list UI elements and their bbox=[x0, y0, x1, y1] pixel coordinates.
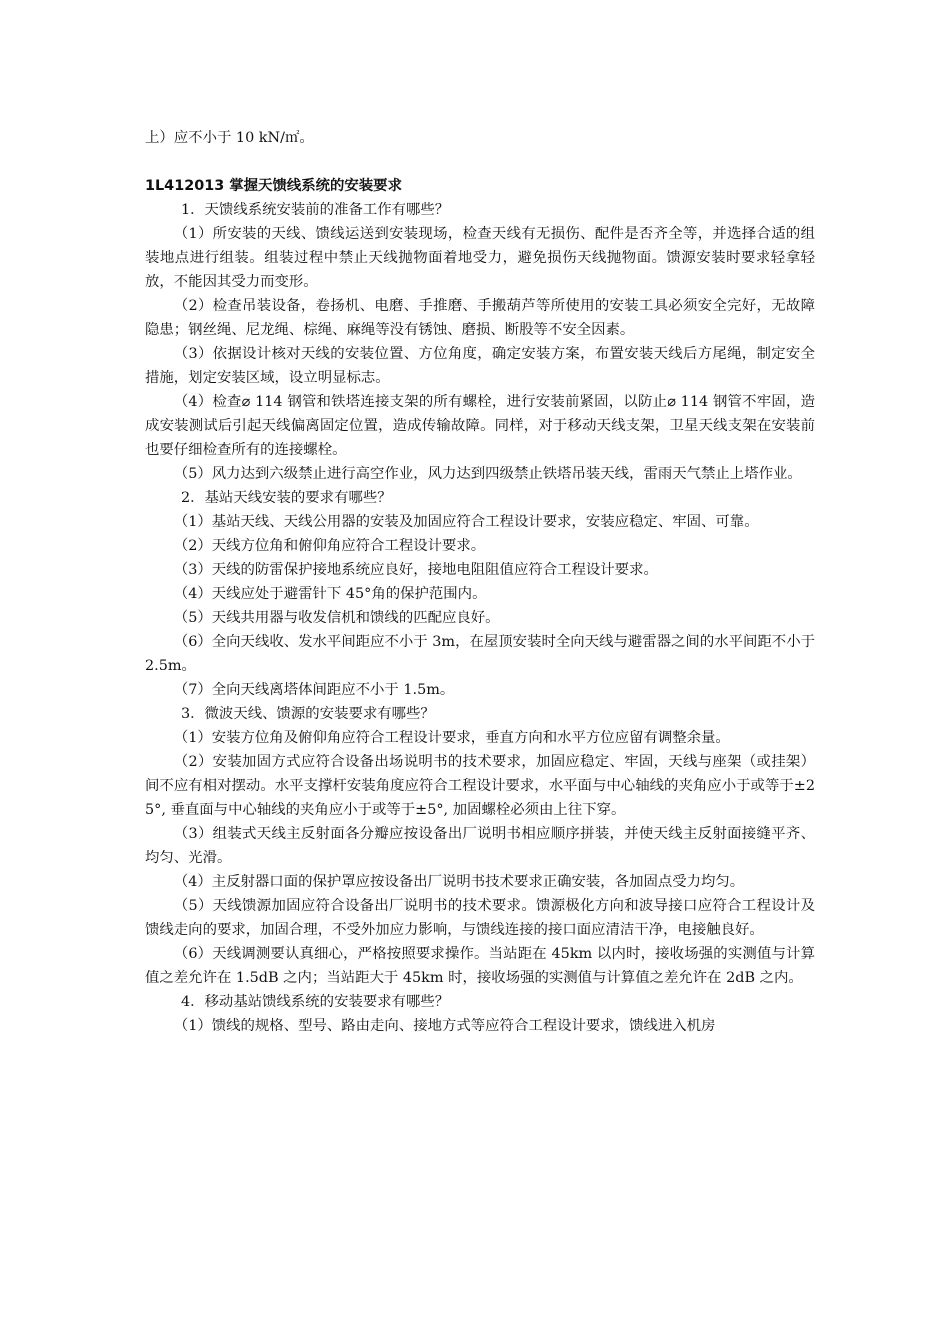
answer-1-2: （2）检查吊装设备，卷扬机、电磨、手推磨、手搬葫芦等所使用的安装工具必须安全完好，无故障隐患；钢丝绳、尼龙绳、棕绳、麻绳等没有锈蚀、磨损、断股等不安全因素。 bbox=[145, 298, 815, 338]
answer-2-7: （7）全向天线离塔体间距应不小于 1.5m。 bbox=[173, 682, 455, 698]
answer-2-6: （6）全向天线收、发水平间距应不小于 3m，在屋顶安装时全向天线与避雷器之间的水平间距不小于 2.5m。 bbox=[145, 634, 815, 674]
section-title: 1L412013 掌握天馈线系统的安装要求 bbox=[145, 178, 402, 194]
question-2: 2．基站天线安装的要求有哪些？ bbox=[181, 490, 392, 506]
answer-1-3: （3）依据设计核对天线的安装位置、方位角度，确定安装方案，布置安装天线后方尾绳，制定安全措施，划定安装区域，设立明显标志。 bbox=[145, 346, 815, 386]
answer-3-2: （2）安装加固方式应符合设备出场说明书的技术要求，加固应稳定、牢固，天线与座架（或挂架）间不应有相对摆动。水平支撑杆安装角度应符合工程设计要求，水平面与中心轴线的夹角应小于或等于±25°, 垂直面与中心轴线的夹角应小于或等于±5°, 加固螺栓必须由上往下穿。 bbox=[145, 754, 815, 818]
answer-4-1: （1）馈线的规格、型号、路由走向、接地方式等应符合工程设计要求，馈线进入机房 bbox=[173, 1018, 716, 1034]
answer-2-3: （3）天线的防雷保护接地系统应良好，接地电阻阻值应符合工程设计要求。 bbox=[173, 562, 658, 578]
answer-2-4: （4）天线应处于避雷针下 45°角的保护范围内。 bbox=[173, 586, 487, 602]
intro-line: 上）应不小于 10 kN/㎡。 bbox=[145, 130, 314, 146]
answer-3-6: （6）天线调测要认真细心，严格按照要求操作。当站距在 45km 以内时，接收场强的实测值与计算值之差允许在 1.5dB 之内；当站距大于 45km 时，接收场强的实测值与计算值之差允许在 2dB 之内。 bbox=[145, 946, 815, 986]
answer-1-1: （1）所安装的天线、馈线运送到安装现场，检查天线有无损伤、配件是否齐全等，并选择合适的组装地点进行组装。组装过程中禁止天线抛物面着地受力，避免损伤天线抛物面。馈源安装时要求轻拿轻放，不能因其受力而变形。 bbox=[145, 226, 815, 290]
answer-2-1: （1）基站天线、天线公用器的安装及加固应符合工程设计要求，安装应稳定、牢固、可靠。 bbox=[173, 514, 759, 530]
question-4: 4．移动基站馈线系统的安装要求有哪些？ bbox=[181, 994, 450, 1010]
answer-3-4: （4）主反射器口面的保护罩应按设备出厂说明书技术要求正确安装，各加固点受力均匀。 bbox=[173, 874, 745, 890]
answer-1-5: （5）风力达到六级禁止进行高空作业，风力达到四级禁止铁塔吊装天线，雷雨天气禁止上塔作业。 bbox=[173, 466, 802, 482]
answer-3-5: （5）天线馈源加固应符合设备出厂说明书的技术要求。馈源极化方向和波导接口应符合工程设计及馈线走向的要求，加固合理，不受外加应力影响，与馈线连接的接口面应清洁干净，电接触良好。 bbox=[145, 898, 815, 938]
answer-3-1: （1）安装方位角及俯仰角应符合工程设计要求，垂直方向和水平方位应留有调整余量。 bbox=[173, 730, 730, 746]
answer-2-2: （2）天线方位角和俯仰角应符合工程设计要求。 bbox=[173, 538, 486, 554]
answer-2-5: （5）天线共用器与收发信机和馈线的匹配应良好。 bbox=[173, 610, 500, 626]
answer-1-4: （4）检查⌀ 114 钢管和铁塔连接支架的所有螺栓，进行安装前紧固，以防止⌀ 114 钢管不牢固，造成安装测试后引起天线偏离固定位置，造成传输故障。同样，对于移动天线支架，卫星天线支架在安装前也要仔细检查所有的连接螺栓。 bbox=[145, 394, 815, 458]
answer-3-3: （3）组装式天线主反射面各分瓣应按设备出厂说明书相应顺序拼装，并使天线主反射面接缝平齐、均匀、光滑。 bbox=[145, 826, 815, 866]
document-body bbox=[145, 126, 815, 1038]
question-3: 3．微波天线、馈源的安装要求有哪些？ bbox=[181, 706, 435, 722]
question-1: 1．天馈线系统安装前的准备工作有哪些？ bbox=[181, 202, 450, 218]
